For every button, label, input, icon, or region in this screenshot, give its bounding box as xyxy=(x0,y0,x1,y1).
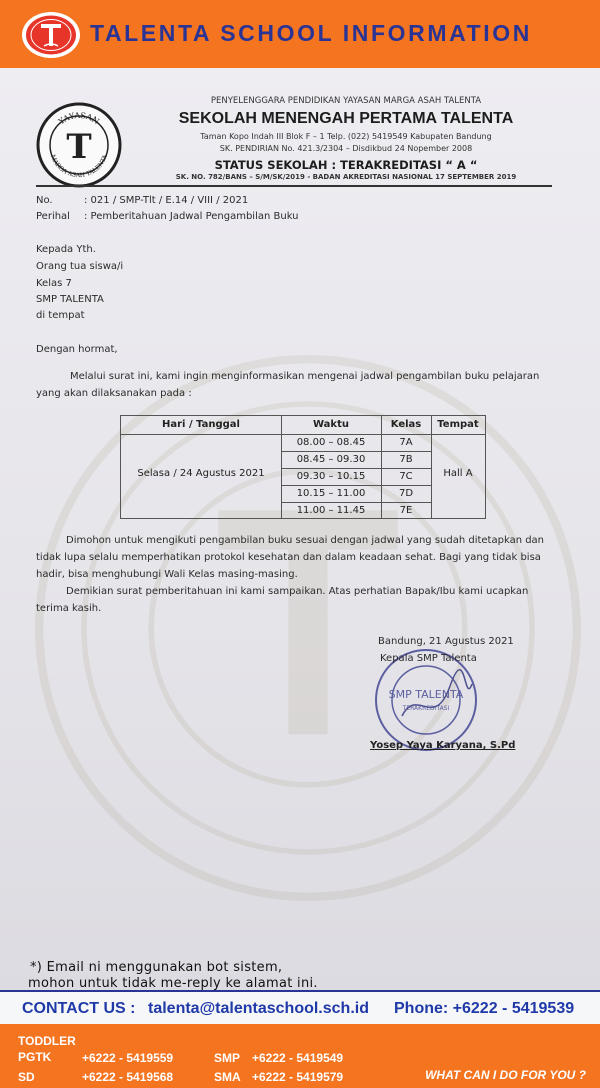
stamp-main-text: SMP TALENTA xyxy=(388,688,464,701)
footer-label-sd: SD xyxy=(18,1070,35,1084)
signature-place-date: Bandung, 21 Agustus 2021 xyxy=(378,636,514,647)
school-permit: SK. PENDIRIAN No. 421.3/2304 – Disdikbud 24 Nopember 2008 xyxy=(219,144,473,153)
table-header: Waktu xyxy=(313,419,349,430)
schedule-day: Selasa / 24 Agustus 2021 xyxy=(137,468,265,479)
footer-contacts xyxy=(0,1024,600,1088)
table-cell-time: 08.00 – 08.45 xyxy=(296,437,366,448)
greeting: Dengan hormat, xyxy=(36,344,118,355)
talenta-logo-icon xyxy=(20,10,82,60)
footer-label-pgtk: PGTK xyxy=(18,1050,52,1064)
letter-number-label: No. xyxy=(36,195,53,206)
table-header: Hari / Tanggal xyxy=(162,419,240,430)
footer-phone-sma[interactable]: +6222 - 5419579 xyxy=(252,1070,344,1084)
table-header: Tempat xyxy=(437,419,479,430)
subject-label: Perihal xyxy=(36,211,70,222)
letter-document xyxy=(0,68,600,990)
table-cell-time: 08.45 – 09.30 xyxy=(296,454,366,465)
recipient-line: SMP TALENTA xyxy=(36,294,104,305)
school-address: Taman Kopo Indah III Blok F – 1 Telp. (022) 5419549 Kabupaten Bandung xyxy=(200,132,492,141)
school-name: SEKOLAH MENENGAH PERTAMA TALENTA xyxy=(178,110,514,127)
table-cell-class: 7E xyxy=(399,505,413,516)
letter-subject: : Pemberitahuan Jadwal Pengambilan Buku xyxy=(84,211,299,222)
header-banner xyxy=(0,0,600,68)
table-cell-class: 7D xyxy=(398,488,414,499)
recipient-line: Orang tua siswa/i xyxy=(36,261,124,272)
body-paragraph: tidak lupa selalu memperhatikan protokol kesehatan dan dalam keadaan sehat. Bagi yang tidak bisa xyxy=(36,552,541,563)
intro-paragraph: Melalui surat ini, kami ingin menginformasikan mengenai jadwal pengambilan buku pelajaran xyxy=(70,371,540,382)
recipient-line: di tempat xyxy=(36,310,85,321)
footer-phone-smp[interactable]: +6222 - 5419549 xyxy=(252,1051,344,1065)
accreditation-status: STATUS SEKOLAH : TERAKREDITASI “ A “ xyxy=(214,158,478,172)
table-cell-class: 7A xyxy=(399,437,413,448)
body-paragraph: Dimohon untuk mengikuti pengambilan buku sesuai dengan jadwal yang sudah ditetapkan dan xyxy=(66,535,545,546)
intro-paragraph: yang akan dilaksanakan pada : xyxy=(36,388,192,399)
table-cell-time: 11.00 – 11.45 xyxy=(296,505,366,516)
table-cell-time: 10.15 – 11.00 xyxy=(296,488,366,499)
bot-notice: *) Email ni menggunakan bot sistem, xyxy=(30,960,283,975)
contact-label: CONTACT US : xyxy=(22,1000,136,1017)
closing-paragraph: terima kasih. xyxy=(36,603,102,614)
footer-cta: WHAT CAN I DO FOR YOU ? xyxy=(425,1068,586,1082)
footer-phone-sd[interactable]: +6222 - 5419568 xyxy=(82,1070,174,1084)
schedule-table xyxy=(120,415,486,519)
signer-name: Yosep Yaya Karyana, S.Pd xyxy=(370,740,516,751)
contact-bar xyxy=(0,990,600,1024)
table-cell-time: 09.30 – 10.15 xyxy=(296,471,366,482)
stamp-sub-text: TERAKREDITASI xyxy=(402,705,450,712)
letterhead-divider xyxy=(36,185,552,187)
schedule-venue: Hall A xyxy=(443,468,473,479)
seal-letter: T xyxy=(66,127,92,167)
contact-phone[interactable]: Phone: +6222 - 5419539 xyxy=(394,1000,575,1017)
seal-text-bottom: MARGA ASAH TALENTA xyxy=(48,153,109,180)
recipient-line: Kepada Yth. xyxy=(36,244,96,255)
recipient-line: Kelas 7 xyxy=(36,278,72,289)
header-title: TALENTA SCHOOL INFORMATION xyxy=(90,20,532,46)
footer-label-smp: SMP xyxy=(214,1051,241,1065)
contact-email-link[interactable]: talenta@talentaschool.sch.id xyxy=(148,1000,369,1017)
footer-phone-pgtk[interactable]: +6222 - 5419559 xyxy=(82,1051,174,1065)
letterhead-foundation: PENYELENGGARA PENDIDIKAN YAYASAN MARGA ASAH TALENTA xyxy=(210,96,482,106)
bot-notice: mohon untuk tidak me-reply ke alamat ini. xyxy=(28,976,318,990)
letter-number: : 021 / SMP-Tlt / E.14 / VIII / 2021 xyxy=(84,195,249,206)
closing-paragraph: Demikian surat pemberitahuan ini kami sampaikan. Atas perhatian Bapak/Ibu kami ucapkan xyxy=(66,586,529,597)
seal-text-top: YAYASAN xyxy=(56,110,101,127)
body-paragraph: hadir, bisa menghubungi Wali Kelas masing-masing. xyxy=(36,569,298,580)
table-cell-class: 7B xyxy=(399,454,413,465)
footer-label-toddler: TODDLER xyxy=(18,1034,76,1048)
footer-label-sma: SMA xyxy=(214,1070,241,1084)
signature-position: Kepala SMP Talenta xyxy=(380,653,477,664)
accreditation-decree: SK. NO. 782/BANS – S/M/SK/2019 - BADAN AKREDITASI NASIONAL 17 SEPTEMBER 2019 xyxy=(175,173,517,181)
school-seal-icon xyxy=(36,102,122,188)
table-cell-class: 7C xyxy=(399,471,413,482)
table-header: Kelas xyxy=(390,419,422,430)
